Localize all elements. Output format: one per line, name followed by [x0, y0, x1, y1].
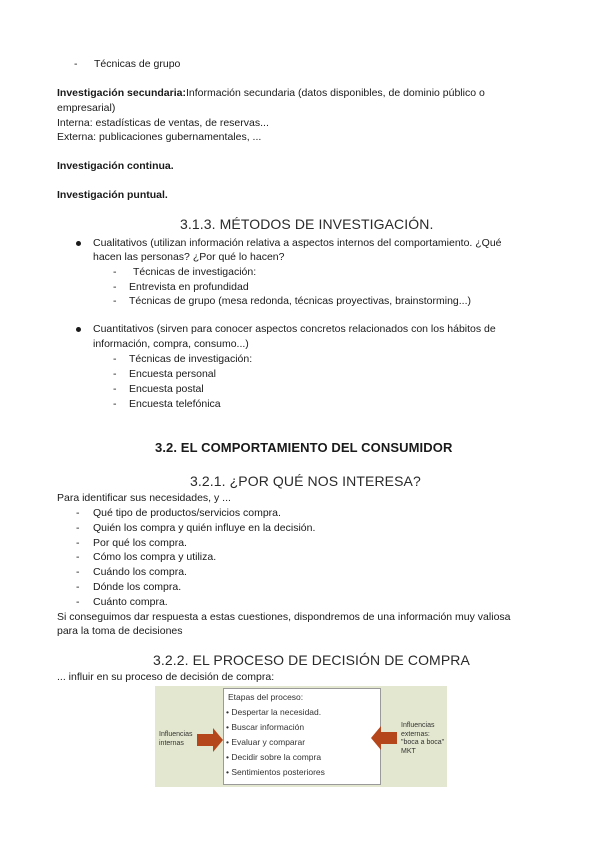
list-dash: - — [113, 398, 117, 410]
list-dash: - — [74, 58, 78, 70]
quant-item: Técnicas de investigación: — [129, 353, 253, 365]
continuous-research: Investigación continua. — [57, 160, 174, 172]
external-influences-line2: externas: — [401, 730, 430, 738]
why-intro: Para identificar sus necesidades, y ... — [57, 492, 231, 504]
punctual-research: Investigación puntual. — [57, 189, 168, 201]
external-influences-line1: Influencias — [401, 722, 435, 729]
secondary-research-line1 — [57, 86, 485, 101]
list-dash: - — [113, 383, 117, 395]
quantitative-line2: información, compra, consumo...) — [93, 338, 249, 350]
heading-3-2-1: 3.2.1. ¿POR QUÉ NOS INTERESA? — [190, 473, 421, 489]
secondary-research-label: Investigación secundaria: — [57, 87, 186, 99]
internal-influence-arrow-head — [213, 728, 223, 752]
secondary-research-text: Información secundaria (datos disponibles, de dominio público o — [185, 87, 485, 99]
qual-item: Entrevista en profundidad — [129, 281, 249, 293]
secondary-internal: Interna: estadísticas de ventas, de reservas... — [57, 117, 269, 129]
internal-influence-arrow — [197, 734, 213, 746]
stage-item: • Sentimientos posteriores — [226, 767, 325, 777]
quantitative-line1: Cuantitativos (sirven para conocer aspectos concretos relacionados con los hábitos de — [93, 323, 496, 335]
heading-3-2-2: 3.2.2. EL PROCESO DE DECISIÓN DE COMPRA — [153, 652, 470, 668]
stage-item: • Despertar la necesidad. — [226, 707, 322, 717]
list-dash: - — [113, 295, 117, 307]
stage-item: • Decidir sobre la compra — [226, 752, 322, 762]
heading-3-2: 3.2. EL COMPORTAMIENTO DEL CONSUMIDOR — [155, 440, 453, 455]
decision-intro: ... influir en su proceso de decisión de compra: — [57, 671, 275, 683]
list-item-group-techniques: Técnicas de grupo — [94, 58, 181, 70]
qualitative-line1: Cualitativos (utilizan información relativa a aspectos internos del comportamiento. ¿Qué — [93, 237, 502, 249]
why-item: Por qué los compra. — [93, 537, 187, 549]
list-dash: - — [76, 522, 80, 534]
why-item: Cómo los compra y utiliza. — [93, 551, 217, 563]
why-item: Dónde los compra. — [93, 581, 182, 593]
quant-item: Encuesta telefónica — [129, 398, 221, 410]
stages-title: Etapas del proceso: — [228, 692, 304, 702]
why-item: Qué tipo de productos/servicios compra. — [93, 507, 281, 519]
internal-influences-line2: internas — [159, 739, 184, 747]
list-dash: - — [113, 281, 117, 293]
list-dash: - — [76, 566, 80, 578]
process-stages-box — [223, 688, 381, 785]
bullet — [76, 327, 81, 332]
why-closing-line1: Si conseguimos dar respuesta a estas cuestiones, dispondremos de una información muy valiosa — [57, 611, 511, 623]
external-influence-arrow-head — [371, 726, 381, 750]
qual-item: Técnicas de investigación: — [133, 266, 257, 278]
internal-influences-line1: Influencias — [159, 731, 193, 738]
qualitative-line2: hacen las personas? ¿Por qué lo hacen? — [93, 251, 285, 263]
list-dash: - — [76, 551, 80, 563]
quant-item: Encuesta postal — [129, 383, 204, 395]
stage-item: • Buscar información — [226, 722, 305, 732]
external-influences-line3: "boca a boca" — [401, 739, 445, 746]
why-closing-line2: para la toma de decisiones — [57, 625, 183, 637]
qual-item: Técnicas de grupo (mesa redonda, técnicas proyectivas, brainstorming...) — [129, 295, 471, 307]
quant-item: Encuesta personal — [129, 368, 216, 380]
list-dash: - — [76, 507, 80, 519]
external-influence-arrow — [381, 732, 397, 744]
bullet — [76, 241, 81, 246]
stage-item: • Evaluar y comparar — [226, 737, 306, 747]
internal-influences-label — [159, 731, 192, 748]
secondary-external: Externa: publicaciones gubernamentales, ... — [57, 131, 262, 143]
list-dash: - — [76, 581, 80, 593]
list-dash: - — [76, 537, 80, 549]
external-influences-line4: MKT — [401, 747, 416, 755]
why-item: Cuánto compra. — [93, 596, 168, 608]
list-dash: - — [113, 353, 117, 365]
why-item: Cuándo los compra. — [93, 566, 187, 578]
list-dash: - — [76, 596, 80, 608]
decision-process-diagram — [155, 686, 447, 787]
why-item: Quién los compra y quién influye en la decisión. — [93, 522, 316, 534]
list-dash: - — [113, 266, 117, 278]
external-influences-label — [401, 722, 444, 756]
secondary-research-line2: empresarial) — [57, 102, 116, 114]
heading-3-1-3: 3.1.3. MÉTODOS DE INVESTIGACIÓN. — [180, 216, 434, 232]
list-dash: - — [113, 368, 117, 380]
